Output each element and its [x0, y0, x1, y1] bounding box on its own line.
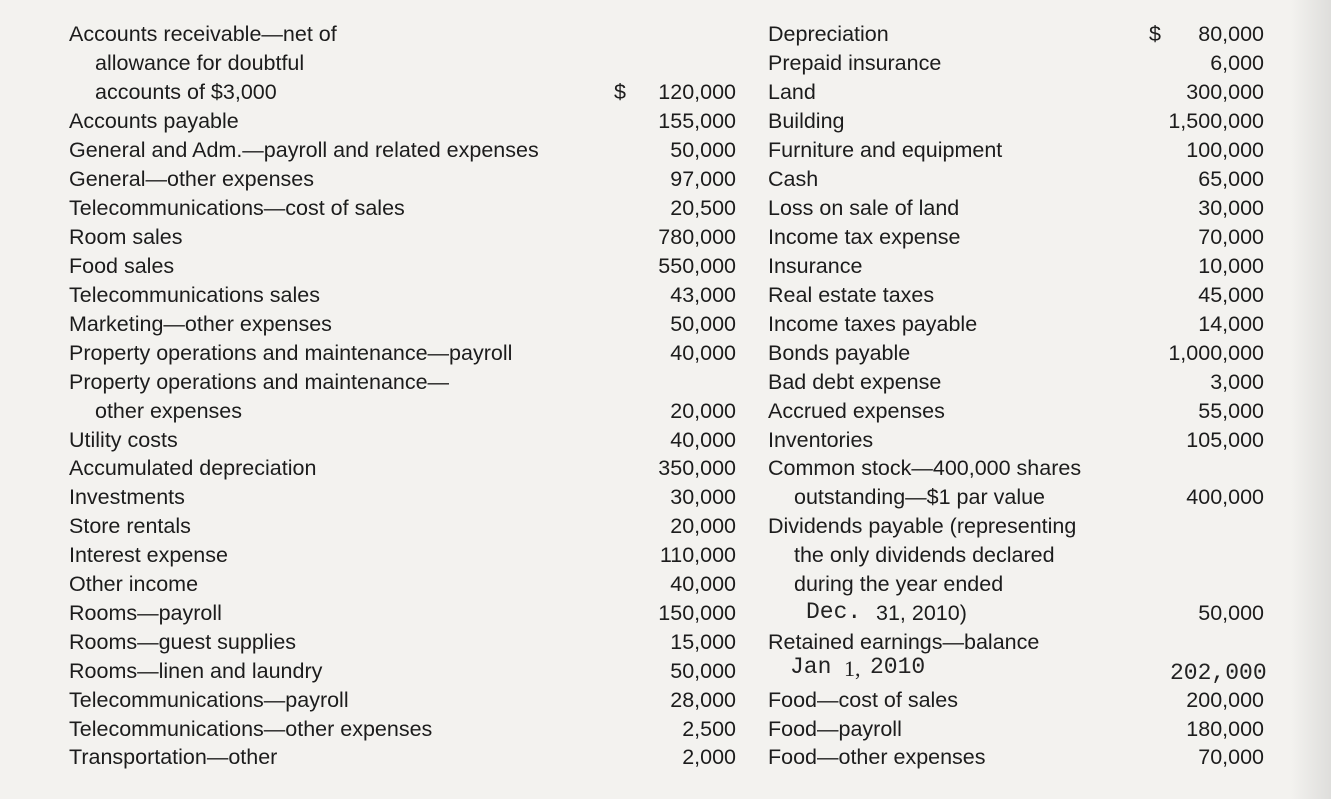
account-amount: 40,000 — [670, 572, 736, 596]
dollar-sign: $ — [614, 80, 626, 104]
account-amount: 70,000 — [1198, 745, 1264, 769]
account-label: Insurance — [768, 254, 863, 278]
account-amount: 3,000 — [1210, 370, 1264, 394]
account-amount: 43,000 — [670, 283, 736, 307]
account-amount: 400,000 — [1186, 485, 1264, 509]
account-label: Furniture and equipment — [768, 138, 1003, 162]
account-label: Accounts receivable—net of — [69, 22, 337, 46]
account-label: allowance for doubtful — [95, 51, 305, 75]
account-amount: 350,000 — [658, 456, 736, 480]
account-label: Food—other expenses — [768, 745, 986, 769]
account-amount: 110,000 — [659, 543, 736, 567]
account-label: Transportation—other — [69, 745, 278, 769]
account-label: Food—cost of sales — [768, 688, 959, 712]
account-amount: 180,000 — [1186, 717, 1264, 741]
account-label: Food—payroll — [768, 717, 902, 741]
account-label: Rooms—payroll — [69, 601, 222, 625]
account-label: Utility costs — [69, 428, 178, 452]
account-amount: 14,000 — [1198, 312, 1264, 336]
account-label: accounts of $3,000 — [95, 80, 277, 104]
account-label: Telecommunications sales — [69, 283, 320, 307]
account-amount: 550,000 — [658, 254, 736, 278]
account-amount: 97,000 — [670, 167, 736, 191]
account-amount: 40,000 — [670, 341, 736, 365]
account-label: General—other expenses — [69, 167, 315, 191]
account-label: Food sales — [69, 254, 175, 278]
account-label: Telecommunications—other expenses — [69, 717, 433, 741]
account-label: Room sales — [69, 225, 183, 249]
account-amount: 50,000 — [670, 138, 736, 162]
typed-amount: 202,000 — [1170, 660, 1267, 686]
account-label: other expenses — [95, 399, 243, 423]
account-label: Loss on sale of land — [768, 196, 960, 220]
account-label: Building — [768, 109, 845, 133]
account-amount: 70,000 — [1198, 225, 1264, 249]
account-amount: 150,000 — [658, 601, 736, 625]
account-label: Investments — [69, 485, 185, 509]
account-amount: 15,000 — [670, 630, 736, 654]
account-label: Cash — [768, 167, 819, 191]
account-amount: 40,000 — [670, 428, 736, 452]
account-amount: 50,000 — [670, 659, 736, 683]
account-amount: 20,000 — [670, 514, 736, 538]
account-amount: 20,000 — [670, 399, 736, 423]
account-amount: 1,500,000 — [1168, 109, 1264, 133]
dollar-sign: $ — [1149, 22, 1161, 46]
account-amount: 2,000 — [682, 745, 736, 769]
account-amount: 6,000 — [1210, 51, 1264, 75]
account-amount: 50,000 — [1198, 601, 1264, 625]
account-amount: 10,000 — [1198, 254, 1264, 278]
account-amount: 780,000 — [658, 225, 736, 249]
account-label: Land — [768, 80, 816, 104]
account-label: Depreciation — [768, 22, 889, 46]
account-label: during the year ended — [794, 572, 1004, 596]
typed-date-day: 1, — [844, 656, 861, 681]
account-label: Bad debt expense — [768, 370, 942, 394]
account-label: the only dividends declared — [794, 543, 1055, 567]
account-label: Prepaid insurance — [768, 51, 942, 75]
account-label: Interest expense — [69, 543, 228, 567]
account-label: Marketing—other expenses — [69, 312, 332, 336]
account-label: Rooms—guest supplies — [69, 630, 297, 654]
page-edge-shadow — [1291, 0, 1331, 799]
account-label: Inventories — [768, 428, 874, 452]
account-amount: 120,000 — [658, 80, 736, 104]
account-amount: 30,000 — [670, 485, 736, 509]
account-label: Other income — [69, 572, 199, 596]
account-amount: 155,000 — [658, 109, 736, 133]
account-label: General and Adm.—payroll and related expenses — [69, 138, 539, 162]
account-label: Telecommunications—cost of sales — [69, 196, 405, 220]
account-amount: 2,500 — [682, 717, 736, 741]
account-amount: 55,000 — [1198, 399, 1264, 423]
account-label: outstanding—$1 par value — [794, 485, 1046, 509]
account-amount: 20,500 — [670, 196, 736, 220]
account-label: Accounts payable — [69, 109, 239, 133]
account-label: Income taxes payable — [768, 312, 978, 336]
typed-date-month: Jan — [790, 654, 832, 680]
account-label: Dividends payable (representing — [768, 514, 1077, 538]
account-amount: 105,000 — [1186, 428, 1264, 452]
account-amount: 1,000,000 — [1168, 341, 1264, 365]
account-amount: 300,000 — [1186, 80, 1264, 104]
account-label: Rooms—linen and laundry — [69, 659, 323, 683]
account-amount: 65,000 — [1198, 167, 1264, 191]
account-label: Real estate taxes — [768, 283, 935, 307]
account-label: Property operations and maintenance— — [69, 370, 450, 394]
account-label: Accrued expenses — [768, 399, 945, 423]
account-amount: 45,000 — [1198, 283, 1264, 307]
account-amount: 28,000 — [670, 688, 736, 712]
account-label: Accumulated depreciation — [69, 456, 317, 480]
account-label: Property operations and maintenance—payroll — [69, 341, 513, 365]
account-label: Store rentals — [69, 514, 191, 538]
account-amount: 200,000 — [1186, 688, 1264, 712]
account-label: Bonds payable — [768, 341, 911, 365]
account-label: Common stock—400,000 shares — [768, 456, 1082, 480]
account-amount: 30,000 — [1198, 196, 1264, 220]
account-amount: 80,000 — [1198, 22, 1264, 46]
account-label: Telecommunications—payroll — [69, 688, 349, 712]
account-label: Retained earnings—balance — [768, 630, 1040, 654]
account-label: Income tax expense — [768, 225, 961, 249]
typed-date-month: Dec. — [806, 599, 862, 625]
typed-date-year: 2010 — [870, 654, 926, 680]
account-label: 31, 2010) — [876, 601, 967, 625]
account-amount: 50,000 — [670, 312, 736, 336]
account-amount: 100,000 — [1186, 138, 1264, 162]
